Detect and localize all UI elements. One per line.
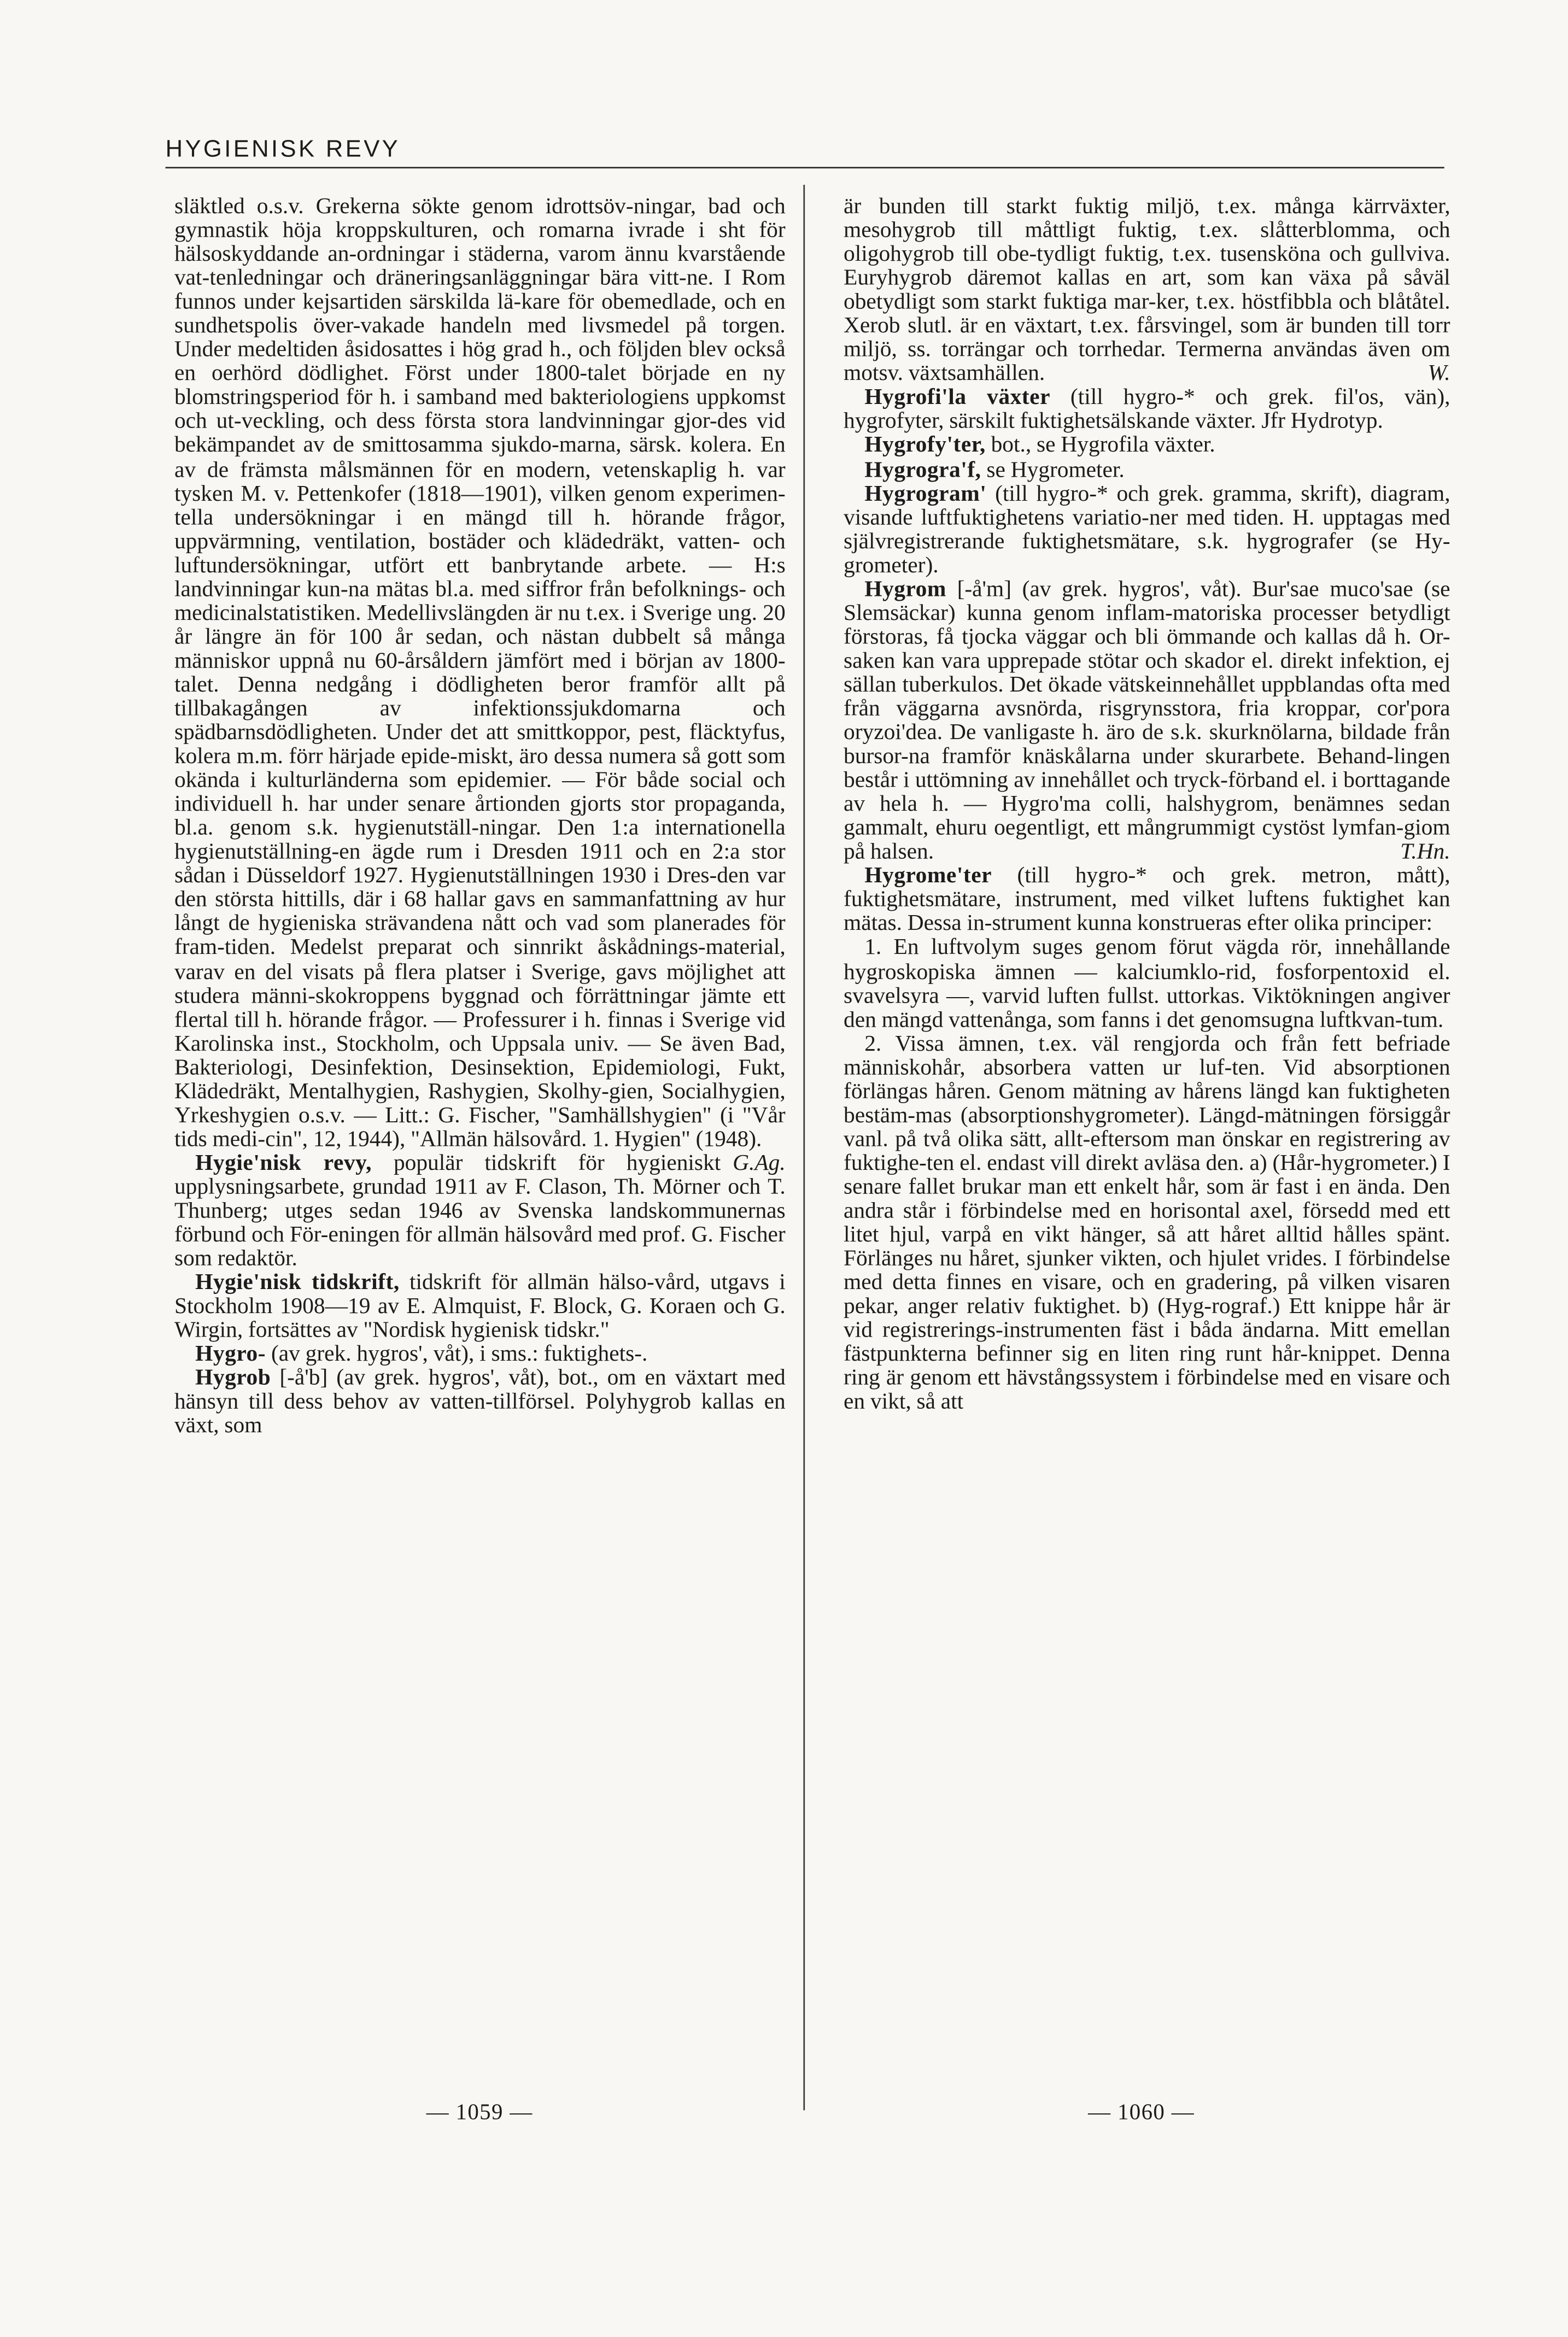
author-signature: G.Ag. [733, 1150, 786, 1176]
entry-headword: Hygrofy'ter, [864, 432, 986, 459]
entry-hygienisk-tidskrift: Hygie'nisk tidskrift, tidskrift för allmän hälso-vård, utgavs i Stockholm 1908—19 av E. Almquist, F. Block, G. Koraen och G. Wirgin, fortsättes av "Nordisk hygienisk tidskr." [174, 1270, 786, 1343]
page-number-left: — 1059 — [426, 2101, 533, 2125]
entry-hygienisk-revy: Hygie'nisk revy, populär tidskrift för hygieniskt upplysningsarbete, grundad 1911 av F. Clason, Th. Mörner och T. Thunberg; utges sedan 1946 av Svenska landskommunernas förbund och För-eningen för allmän hälsovård med prof. G. Fischer som redaktör. [174, 1150, 786, 1272]
entry-headword: Hygrob [195, 1366, 271, 1391]
entry-text: släktled o.s.v. Grekerna sökte genom idrottsöv-ningar, bad och gymnastik höja kroppskulturen, och romarna ivrade i sht för hälsoskyddande an-ordningar i städerna, varom ännu kvarstående vat-tenledningar och dräneringsanläggningar bära vitt-ne. I Rom funnos under kejsartiden särskilda lä-kare för obemedlade, och en sundhetspolis över-vakade handeln med livsmedel på torgen. Under medeltiden åsidosattes i hög grad h., och följden blev också en oerhörd dödlighet. Först under 1800-talet började en ny blomstringsperiod för h. i samband med bakteriologiens uppkomst och ut-veckling, och dess första stora landvinningar gjor-des vid bekämpandet av de smittosamma sjukdo-marna, särsk. kolera. En av de främsta målsmännen för en modern, vetenskaplig h. var tysken M. v. Pettenkofer (1818—1901), vilken genom experimen-tella undersökningar i en mängd till h. hörande frågor, uppvärmning, ventilation, bostäder och klädedräkt, vatten- och luftundersökningar, utfört ett banbrytande arbete. — H:s landvinningar kun-na mätas bl.a. med siffror från befolknings- och medicinalstatistiken. Medellivslängden är nu t.ex. i Sverige ung. 20 år längre än för 100 år sedan, och nästan dubbelt så många människor uppnå nu 60-årsåldern jämfört med i början av 1800-talet. Denna nedgång i dödligheten beror framför allt på tillbakagången av infektionssjukdomarna och spädbarnsdödligheten. Under det att smittkoppor, pest, fläcktyfus, kolera m.m. förr härjade epide-miskt, äro dessa numera så gott som okända i kulturländerna som epidemier. — För både social och individuell h. har under senare årtionden gjorts stor propaganda, bl.a. genom s.k. hygienutställ-ningar. Den 1:a internationella hygienutställning-en ägde rum i Dresden 1911 och en 2:a stor sådan i Düsseldorf 1927. Hygienutställningen 1930 i Dres-den var den största hittills, där i 68 hallar gavs en sammanfattning av hur långt de hygieniska strävandena nått och vad som planerades för fram-tiden. Medelst preparat och sinnrikt åskådnings-material, varav en del visats på flera platser i Sverige, gavs möjlighet att studera männi-skokroppens byggnad och förrättningar jämte ett flertal till h. hörande frågor. — Professurer i h. finnas i Sverige vid Karolinska inst., Stockholm, och Uppsala univ. — Se även Bad, Bakteriologi, Desinfektion, Desinsektion, Epidemiologi, Fukt, Klädedräkt, Mentalhygien, Rashygien, Skolhy-gien, Socialhygien, Yrkeshygien o.s.v. — Litt.: G. Fischer, "Samhällshygien" (i "Vår tids medi-cin", 12, 1944), "Allmän hälsovård. 1. Hygien" (1948). G.Ag. [174, 194, 786, 1176]
entry-hygrob: Hygrob [-å'b] (av grek. hygros', våt), bot., om en växtart med hänsyn till dess behov av vatten-tillförsel. Polyhygrob kallas en växt, som [174, 1366, 786, 1439]
entry-headword: Hygie'nisk revy, [195, 1150, 372, 1176]
entry-paragraph: 2. Vissa ämnen, t.ex. väl rengjorda och från fett befriade människohår, absorbera vatten ur luf-ten. Vid absorptionen förlängas håren. Genom mätning av hårens längd kan fuktigheten bestäm-mas (absorptionshygrometer). Längd-mätningen försiggår vanl. på två olika sätt, allt-eftersom man önskar en registrering av fuktighe-ten el. endast vill direkt avläsa den. a) (Hår-hygrometer.) I senare fallet brukar man ett enkelt hår, som är fast i en ända. Den andra står i förbindelse med en horisontal axel, försedd med ett litet hjul, varpå en vikt hänger, så att håret alltid hålles spänt. Förlänges nu håret, sjunker vikten, och hjulet vrides. I förbindelse med detta finnes en visare, och en gradering, på vilken visaren pekar, anger relativ fuktighet. b) (Hyg-rograf.) Ett knippe hår är vid registrerings-instrumenten fäst i båda ändarna. Mitt emellan fästpunkterna befinner sig en liten ring runt hår-knippet. Denna ring är genom ett hävstångssystem i förbindelse med en visare och en vikt, så att [844, 1030, 1450, 1415]
entry-headword: Hygrogram' [864, 481, 987, 506]
entry-hygrogram: Hygrogram' (till hygro-* och grek. gramma, skrift), diagram, visande luftfuktighetens variatio-ner med tiden. H. upptagas med självregistrerande fuktighetsmätare, s.k. hygrografer (se Hy-grometer). [844, 481, 1450, 578]
entry-text: är bunden till starkt fuktig miljö, t.ex. många kärrväxter, mesohygrob till måttligt fuktig, t.ex. slåtterblomma, och oligohygrob till obe-tydligt fuktig, t.ex. tusensköna och gullviva. Euryhygrob däremot kallas en art, som kan växa på såväl obetydligt som starkt fuktiga mar-ker, t.ex. höstfibbla och blåtåtel. Xerob slutl. är en växtart, t.ex. fårsvingel, som är bunden till torr miljö, ss. torrängar och torrhedar. Termerna användas även om motsv. växtsamhällen. W. [844, 194, 1450, 386]
page-number-right: — 1060 — [1088, 2101, 1195, 2125]
right-column [844, 195, 1450, 1415]
author-signature: W. [1427, 361, 1450, 386]
entry-headword: Hygro- [195, 1342, 266, 1367]
running-head: HYGIENISK REVY [165, 137, 401, 163]
column-divider [803, 185, 805, 2110]
entry-hygro: Hygro- (av grek. hygros', våt), i sms.: fuktighets-. [195, 1342, 648, 1367]
entry-paragraph: 1. En luftvolym suges genom förut vägda rör, innehållande hygroskopiska ämnen — kalciumklo-rid, fosforpentoxid el. svavelsyra —, varvid luften fullst. uttorkas. Viktökningen angiver den mängd vattenånga, som fanns i det genomsugna luftkvan-tum. [844, 935, 1450, 1033]
left-column [174, 195, 786, 1439]
entry-headword: Hygrofi'la växter [864, 385, 1050, 411]
entry-headword: Hygie'nisk tidskrift, [195, 1270, 400, 1296]
entry-hygrofyter: Hygrofy'ter, bot., se Hygrofila växter. [864, 432, 1215, 459]
entry-headword: Hygrome'ter [864, 863, 992, 889]
entry-hygrograf: Hygrogra'f, se Hygrometer. [864, 456, 1125, 482]
entry-headword: Hygrogra'f, [864, 456, 981, 482]
entry-hygrom: Hygrom [-å'm] (av grek. hygros', våt). Bur'sae muco'sae (se Slemsäckar) kunna genom inflam-matoriska processer betydligt förstoras, få tjocka väggar och bli ömmande och kallas då h. Or-saken kan vara upprepade stötar och skador el. direkt infektion, ej sällan tuberkulos. Det ökade vätskeinnehållet uppblandas ofta med från väggarna avsnörda, risgrynsstora, fria kroppar, cor'pora oryzoi'dea. De vanligaste h. äro de s.k. skurknölarna, bildade från bursor-na framför knäskålarna under skurarbete. Behand-lingen består i uttömning av innehållet och tryck-förband el. i borttagande av hela h. — Hygro'ma colli, halshygrom, benämnes sedan gammalt, ehuru oegentligt, ett mångrummigt cystöst lymfan-giom på halsen. T.Hn. [844, 576, 1450, 865]
author-signature: T.Hn. [1400, 839, 1450, 865]
entry-hygrometer: Hygrome'ter (till hygro-* och grek. metron, mått), fuktighetsmätare, instrument, med vilket luftens fuktighet kan mätas. Dessa in-strument kunna konstrueras efter olika principer: [844, 863, 1450, 937]
entry-hygrofila-vaxter: Hygrofi'la växter (till hygro-* och grek. fil'os, vän), hygrofyter, särskilt fuktighetsälskande växter. Jfr Hydrotyp. [844, 385, 1450, 435]
header-rule [166, 167, 1444, 168]
entry-headword: Hygrom [864, 576, 946, 602]
